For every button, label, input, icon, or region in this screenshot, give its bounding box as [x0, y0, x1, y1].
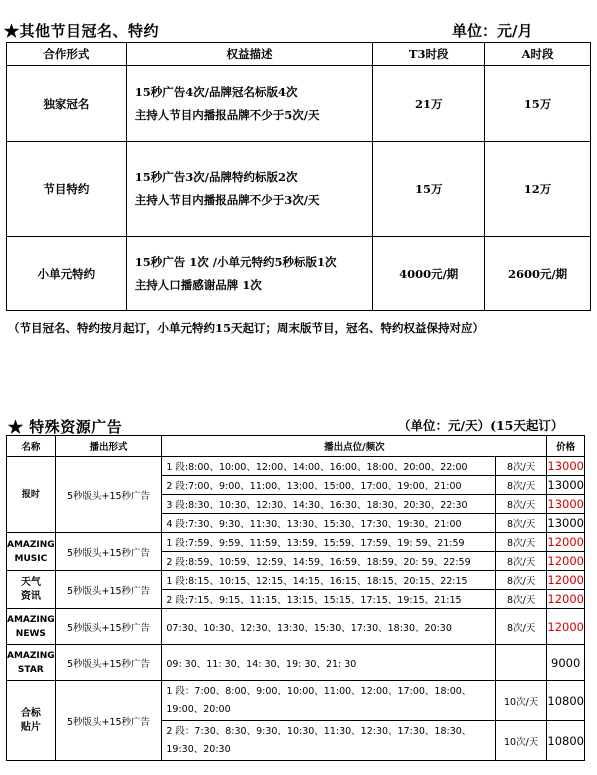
- freq-cell: 8次/天: [495, 514, 546, 533]
- t3-price: 4000元/期: [373, 237, 485, 311]
- price-cell: 13000: [547, 457, 585, 476]
- desc-cell: [126, 66, 373, 142]
- price-cell: 13000: [547, 514, 585, 533]
- price-cell: 13000: [547, 495, 585, 514]
- desc-cell: [126, 237, 373, 311]
- price-cell: 12000: [547, 590, 585, 609]
- table-row: [7, 645, 585, 681]
- freq-cell: 8次/天: [495, 457, 546, 476]
- name-line: 贴片: [20, 721, 41, 733]
- freq-cell: 8次/天: [495, 571, 546, 590]
- format-cell: 5秒版头+15秒广告: [55, 533, 162, 571]
- form-cell: 小单元特约: [7, 237, 127, 311]
- slots-cell: 2 段：7:30、8:30、9:30、10:30、11:30、12:30、17:30、18:30、19:30、20:30: [162, 721, 496, 761]
- freq-cell: 10次/天: [495, 721, 546, 761]
- format-cell: 5秒版头+15秒广告: [55, 571, 162, 609]
- table-row: [7, 571, 585, 590]
- header-desc: 权益描述: [126, 43, 373, 66]
- format-cell: 5秒版头+15秒广告: [55, 645, 162, 681]
- freq-cell: 10次/天: [495, 681, 546, 721]
- table-row: [7, 533, 585, 552]
- desc-line: 15秒广告 1次 /小单元特约5秒标版1次: [134, 254, 337, 269]
- price-cell: 13000: [547, 476, 585, 495]
- name-line: NEWS: [15, 628, 46, 639]
- slots-cell: 2 段:7:15、9:15、11:15、13:15、15:15、17:15、19:15、21:15: [162, 590, 496, 609]
- a-price: 2600元/期: [485, 237, 591, 311]
- name-line: 资讯: [20, 590, 41, 602]
- table-row: [7, 609, 585, 645]
- price-cell: 9000: [547, 645, 585, 681]
- t3-price: 15万: [373, 142, 485, 237]
- t3-price: 21万: [373, 66, 485, 142]
- freq-cell: 8次/天: [495, 590, 546, 609]
- desc-line: 15秒广告4次/品牌冠名标版4次: [134, 84, 298, 99]
- freq-cell: 8次/天: [495, 552, 546, 571]
- price-cell: 12000: [547, 533, 585, 552]
- name-line: MUSIC: [14, 553, 48, 564]
- name-line: 天气: [20, 576, 41, 588]
- freq-cell: 8次/天: [495, 476, 546, 495]
- freq-cell: 8次/天: [495, 533, 546, 552]
- sponsorship-table: [6, 42, 591, 311]
- slots-cell: 07:30、10:30、12:30、13:30、15:30、17:30、18:30、20:30: [162, 609, 496, 645]
- header-form: 合作形式: [7, 43, 127, 66]
- price-cell: 10800: [547, 721, 585, 761]
- table-row: [7, 681, 585, 721]
- slots-cell: 09: 30、11: 30、14: 30、19: 30、21: 30: [162, 645, 496, 681]
- slots-cell: 1 段:7:59、9:59、11:59、13:59、15:59、17:59、19: 59、21:59: [162, 533, 496, 552]
- format-cell: 5秒版头+15秒广告: [55, 457, 162, 533]
- section1-unit: 单位：元/月: [452, 22, 533, 40]
- section2-unit: （单位：元/天）(15天起订）: [398, 418, 564, 433]
- header-t3: T3时段: [373, 43, 485, 66]
- name-line: AMAZING: [7, 539, 55, 550]
- name-line: AMAZING: [7, 614, 55, 625]
- name-cell: [7, 533, 56, 571]
- desc-line: 主持人节目内播报品牌不少于5次/天: [134, 107, 320, 122]
- slots-cell: 1 段:8:15、10:15、12:15、14:15、16:15、18:15、20:15、22:15: [162, 571, 496, 590]
- form-cell: 独家冠名: [7, 66, 127, 142]
- format-cell: 5秒版头+15秒广告: [55, 609, 162, 645]
- section2-title: ★ 特殊资源广告: [8, 418, 123, 436]
- table-header-row: [7, 436, 585, 457]
- name-line: 合标: [20, 707, 41, 719]
- price-cell: 12000: [547, 571, 585, 590]
- price-cell: 10800: [547, 681, 585, 721]
- header-a: A时段: [485, 43, 591, 66]
- desc-line: 主持人口播感谢品牌 1次: [134, 277, 262, 292]
- table-row: [7, 66, 591, 142]
- table-row: [7, 457, 585, 476]
- slots-cell: 4 段:7:30、9:30、11:30、13:30、15:30、17:30、19:30、21:00: [162, 514, 496, 533]
- header-name: 名称: [7, 436, 56, 457]
- price-cell: 12000: [547, 552, 585, 571]
- slots-cell: 2 段:8:59、10:59、12:59、14:59、16:59、18:59、20: 59、22:59: [162, 552, 496, 571]
- desc-line: 主持人节目内播报品牌不少于3次/天: [134, 193, 320, 207]
- freq-cell: 8次/天: [495, 495, 546, 514]
- header-slots: 播出点位/频次: [162, 436, 547, 457]
- name-cell: [7, 609, 56, 645]
- special-resource-table: [6, 435, 585, 761]
- name-cell: [7, 681, 56, 761]
- name-cell: [7, 571, 56, 609]
- table-row: [7, 142, 591, 237]
- header-price: 价格: [547, 436, 585, 457]
- header-format: 播出形式: [55, 436, 162, 457]
- name-line: AMAZING: [7, 650, 55, 661]
- name-cell: [7, 645, 56, 681]
- section1-note: （节目冠名、特约按月起订，小单元特约15天起订；周末版节目，冠名、特约权益保持对应）: [8, 321, 484, 335]
- price-cell: 12000: [547, 609, 585, 645]
- freq-cell: 8次/天: [495, 609, 546, 645]
- table-row: [7, 237, 591, 311]
- slots-cell: 3 段:8:30、10:30、12:30、14:30、16:30、18:30、20:30、22:30: [162, 495, 496, 514]
- desc-cell: [126, 142, 373, 237]
- slots-cell: 2 段:7:00、9:00、11:00、13:00、15:00、17:00、19:00、21:00: [162, 476, 496, 495]
- desc-line: 15秒广告3次/品牌特约标版2次: [134, 170, 298, 184]
- format-cell: 5秒版头+15秒广告: [55, 681, 162, 761]
- section1-title: ★其他节目冠名、特约: [4, 22, 160, 40]
- a-price: 12万: [485, 142, 591, 237]
- slots-cell: 1 段:8:00、10:00、12:00、14:00、16:00、18:00、20:00、22:00: [162, 457, 496, 476]
- table-header-row: [7, 43, 591, 66]
- freq-cell: [495, 645, 546, 681]
- name-line: STAR: [17, 664, 44, 675]
- slots-cell: 1 段：7:00、8:00、9:00、10:00、11:00、12:00、17:00、18:00、19:00、20:00: [162, 681, 496, 721]
- form-cell: 节目特约: [7, 142, 127, 237]
- name-cell: 报时: [7, 457, 56, 533]
- a-price: 15万: [485, 66, 591, 142]
